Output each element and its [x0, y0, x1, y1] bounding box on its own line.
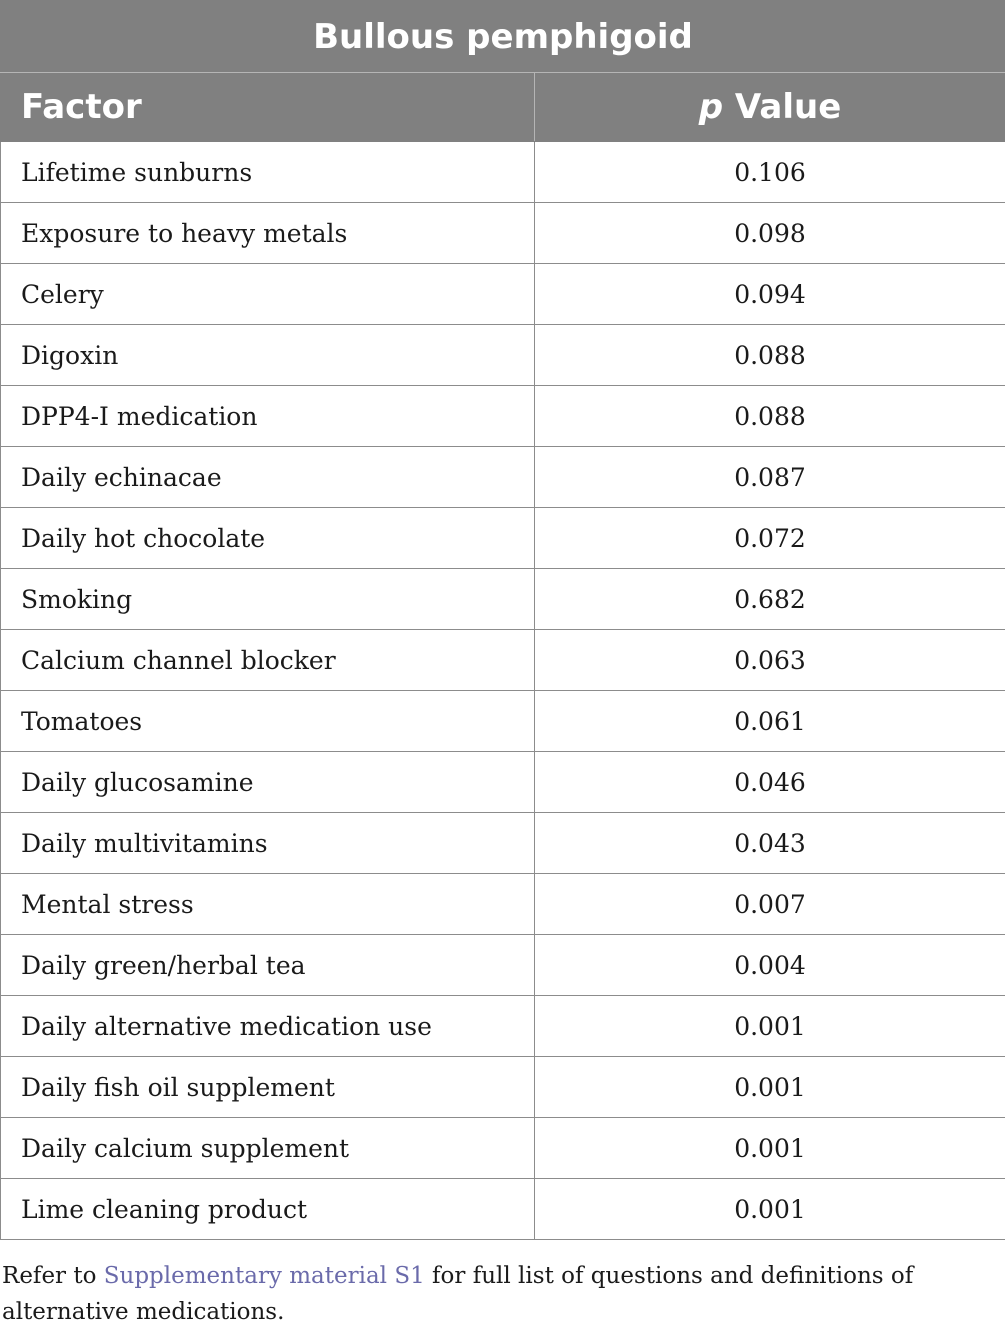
value-label: Value: [723, 87, 842, 127]
column-header-p-value: [535, 73, 1005, 142]
factor-cell: Daily glucosamine: [1, 752, 535, 813]
p-value-cell: 0.087: [535, 447, 1005, 508]
p-value-cell: 0.098: [535, 203, 1005, 264]
table-row: [1, 1118, 1005, 1179]
p-value-cell: 0.043: [535, 813, 1005, 874]
p-value-cell: 0.061: [535, 691, 1005, 752]
table-row: [1, 264, 1005, 325]
factor-cell: Mental stress: [1, 874, 535, 935]
p-value-cell: 0.088: [535, 386, 1005, 447]
factor-cell: Exposure to heavy metals: [1, 203, 535, 264]
table-row: [1, 813, 1005, 874]
factor-cell: Calcium channel blocker: [1, 630, 535, 691]
factor-cell: DPP4-I medication: [1, 386, 535, 447]
p-symbol: p: [698, 87, 724, 127]
table-row: [1, 447, 1005, 508]
table-row: [1, 1057, 1005, 1118]
factor-cell: Lime cleaning product: [1, 1179, 535, 1240]
p-value-cell: 0.001: [535, 996, 1005, 1057]
p-value-cell: 0.001: [535, 1118, 1005, 1179]
table-row: [1, 325, 1005, 386]
p-value-cell: 0.072: [535, 508, 1005, 569]
factor-cell: Daily hot chocolate: [1, 508, 535, 569]
table-row: [1, 386, 1005, 447]
factor-cell: Daily alternative medication use: [1, 996, 535, 1057]
table-row: [1, 752, 1005, 813]
factor-cell: Daily green/herbal tea: [1, 935, 535, 996]
column-header-factor: Factor: [1, 73, 535, 142]
table-row: [1, 142, 1005, 203]
table-row: [1, 935, 1005, 996]
p-value-cell: 0.046: [535, 752, 1005, 813]
table-footnote: [2, 1258, 992, 1330]
p-value-cell: 0.001: [535, 1179, 1005, 1240]
table-title: Bullous pemphigoid: [1, 1, 1005, 73]
supplementary-material-link[interactable]: Supplementary material S1: [103, 1263, 425, 1289]
factor-cell: Daily fish oil supplement: [1, 1057, 535, 1118]
factor-cell: Lifetime sunburns: [1, 142, 535, 203]
footnote-prefix: Refer to: [2, 1263, 104, 1289]
factor-cell: Daily calcium supplement: [1, 1118, 535, 1179]
p-value-cell: 0.088: [535, 325, 1005, 386]
factor-cell: Digoxin: [1, 325, 535, 386]
footnote-suffix: for full list of questions and definitions of alternative medications.: [2, 1263, 914, 1325]
factor-cell: Tomatoes: [1, 691, 535, 752]
p-value-cell: 0.063: [535, 630, 1005, 691]
factor-cell: Celery: [1, 264, 535, 325]
table-row: [1, 508, 1005, 569]
p-value-cell: 0.682: [535, 569, 1005, 630]
factor-cell: Smoking: [1, 569, 535, 630]
table-title-row: [1, 1, 1005, 73]
table-row: [1, 691, 1005, 752]
table-row: [1, 630, 1005, 691]
table-row: [1, 996, 1005, 1057]
p-value-cell: 0.094: [535, 264, 1005, 325]
table-row: [1, 874, 1005, 935]
table-row: [1, 569, 1005, 630]
p-value-cell: 0.001: [535, 1057, 1005, 1118]
factor-cell: Daily echinacae: [1, 447, 535, 508]
p-value-cell: 0.106: [535, 142, 1005, 203]
factor-cell: Daily multivitamins: [1, 813, 535, 874]
table-row: [1, 203, 1005, 264]
p-value-cell: 0.007: [535, 874, 1005, 935]
p-value-cell: 0.004: [535, 935, 1005, 996]
table-header-row: [1, 73, 1005, 142]
table-row: [1, 1179, 1005, 1240]
